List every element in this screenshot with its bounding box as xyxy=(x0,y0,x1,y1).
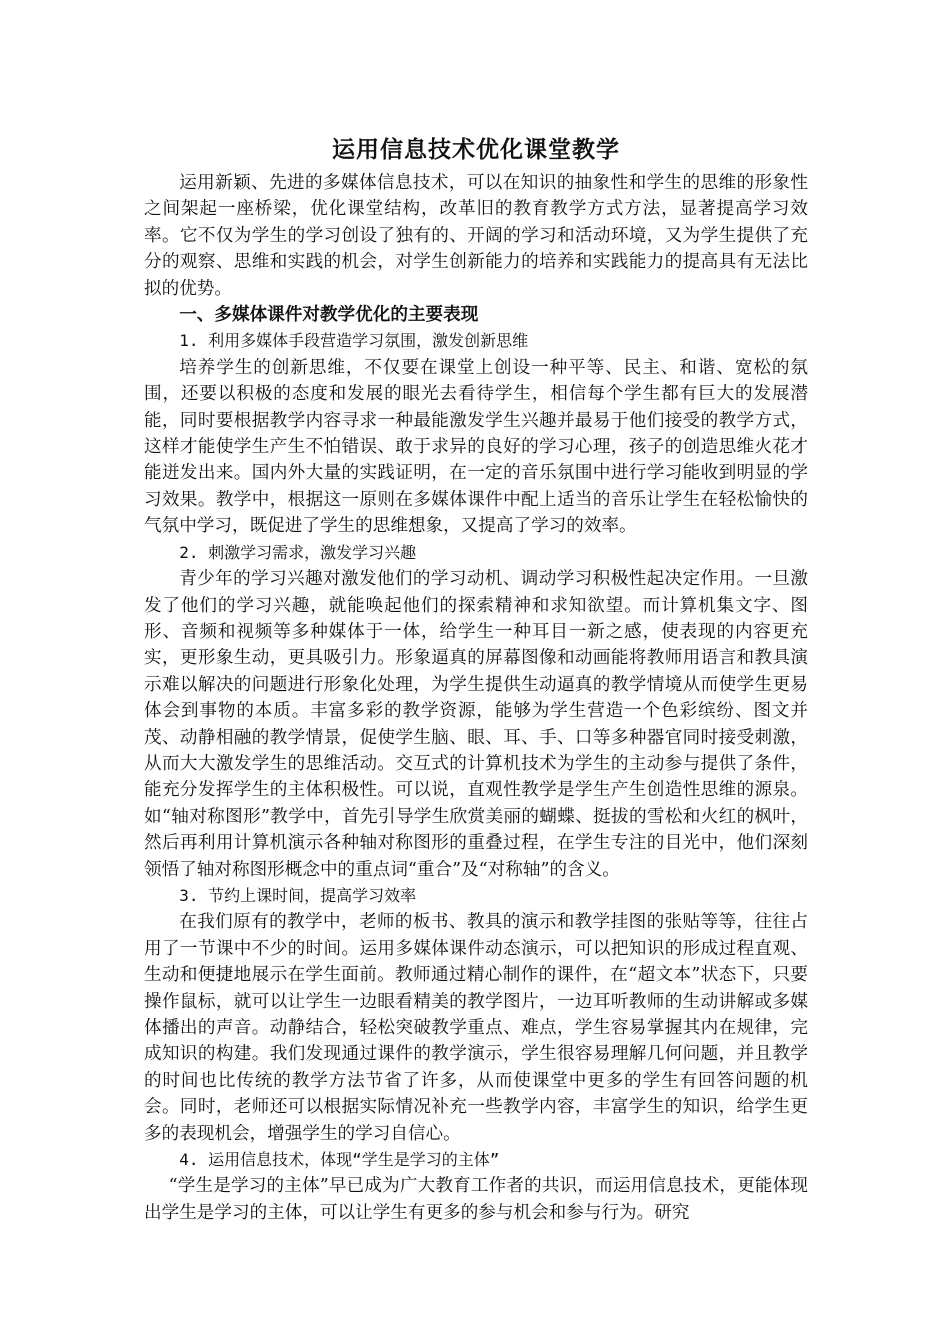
subsection-heading-3: 3. 节约上课时间，提高学习效率 xyxy=(179,885,417,905)
subsection-paragraph-3: 在我们原有的教学中，老师的板书、教具的演示和教学挂图的张贴等等，往往占用了一节课中不少的时间。运用多媒体课件动态演示，可以把知识的形成过程直观、生动和便捷地展示在学生面前。教师通过精心制作的课件，在“超文本”状态下，只要操作鼠标，就可以让学生一边眼看精美的教学图片，一边耳听教师的生动讲解或多媒体播出的声音。动静结合，轻松突破教学重点、难点，学生容易掌握其内在规律，完成知识的构建。我们发现通过课件的教学演示，学生很容易理解几何问题，并且教学的时间也比传统的教学方法节省了许多，从而使课堂中更多的学生有回答问题的机会。同时，老师还可以根据实际情况补充一些教学内容，丰富学生的知识，给学生更多的表现机会，增强学生的学习自信心。 xyxy=(144,912,808,1144)
subsection-heading-1: 1. 利用多媒体手段营造学习氛围，激发创新思维 xyxy=(179,331,529,351)
subsection-paragraph-1: 培养学生的创新思维，不仅要在课堂上创设一种平等、民主、和谐、宽松的氛围，还要以积极的态度和发展的眼光去看待学生，相信每个学生都有巨大的发展潜能，同时要根据教学内容寻求一种最能激发学生兴趣并最易于他们接受的教学方式，这样才能使学生产生不怕错误、敢于求异的良好的学习心理，孩子的创造思维火花才能迸发出来。国内外大量的实践证明，在一定的音乐氛围中进行学习能收到明显的学习效果。教学中，根据这一原则在多媒体课件中配上适当的音乐让学生在轻松愉快的气氛中学习，既促进了学生的思维想象，又提高了学习的效率。 xyxy=(144,357,808,537)
subsection-paragraph-4: “学生是学习的主体”早已成为广大教育工作者的共识，而运用信息技术，更能体现出学生是学习的主体，可以让学生有更多的参与机会和参与行为。研究 xyxy=(144,1176,808,1223)
subsection-heading-4: 4. 运用信息技术，体现“学生是学习的主体” xyxy=(179,1150,500,1170)
intro-paragraph: 运用新颖、先进的多媒体信息技术，可以在知识的抽象性和学生的思维的形象性之间架起一座桥梁，优化课堂结构，改革旧的教育教学方式方法，显著提高学习效率。它不仅为学生的学习创设了独有的、开阔的学习和活动环境，又为学生提供了充分的观察、思维和实践的机会，对学生创新能力的培养和实践能力的提高具有无法比拟的优势。 xyxy=(144,173,808,299)
document-title: 运用信息技术优化课堂教学 xyxy=(332,137,620,163)
subsection-heading-2: 2. 刺激学习需求，激发学习兴趣 xyxy=(179,542,417,562)
document-body xyxy=(144,130,808,1226)
subsection-paragraph-2: 青少年的学习兴趣对激发他们的学习动机、调动学习积极性起决定作用。一旦激发了他们的学习兴趣，就能唤起他们的探索精神和求知欲望。而计算机集文字、图形、音频和视频等多种媒体于一体，给学生一种耳目一新之感，使表现的内容更充实，更形象生动，更具吸引力。形象逼真的屏幕图像和动画能将教师用语言和教具演示难以解决的问题进行形象化处理，为学生提供生动逼真的教学情境从而使学生更易体会到事物的本质。丰富多彩的教学资源，能够为学生营造一个色彩缤纷、图文并茂、动静相融的教学情景，促使学生脑、眼、耳、手、口等多种器官同时接受刺激，从而大大激发学生的思维活动。交互式的计算机技术为学生的主动参与提供了条件，能充分发挥学生的主体积极性。可以说，直观性教学是学生产生创造性思维的源泉。如“轴对称图形”教学中，首先引导学生欣赏美丽的蝴蝶、挺拔的雪松和火红的枫叶，然后再利用计算机演示各种轴对称图形的重叠过程，在学生专注的目光中，他们深刻领悟了轴对称图形概念中的重点词“重合”及“对称轴”的含义。 xyxy=(144,569,808,880)
section-heading: 一、多媒体课件对教学优化的主要表现 xyxy=(179,305,479,326)
